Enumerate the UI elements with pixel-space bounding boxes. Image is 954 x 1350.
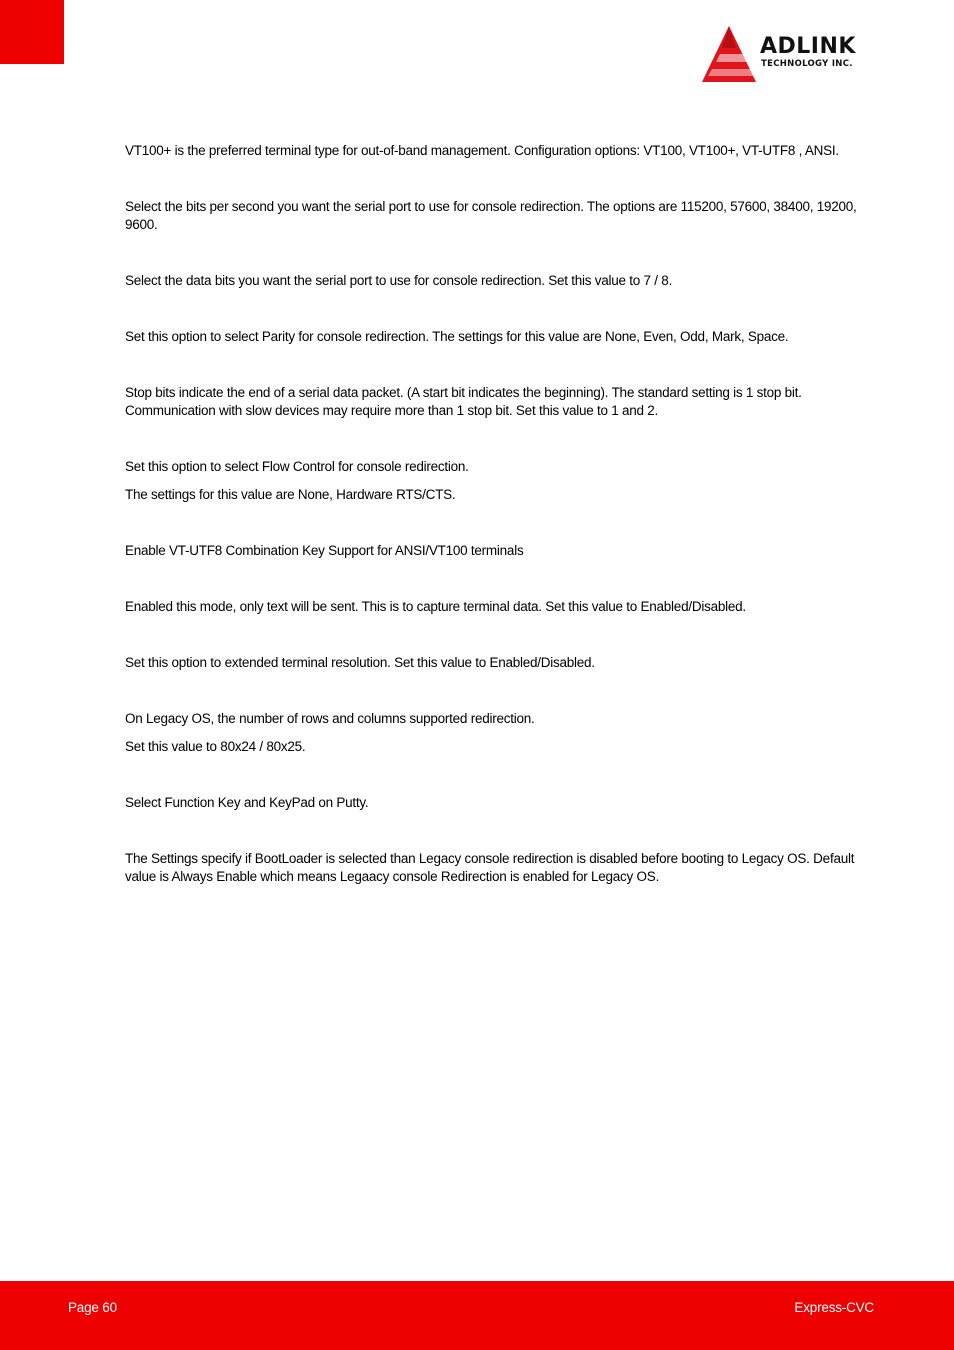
header-corner-block [0,0,64,64]
page-footer [0,1281,954,1350]
stop-bits-description: Stop bits indicate the end of a serial data packet. (A start bit indicates the beginning). The standard setting is 1 stop bit. Communication with slow devices may require more than 1 stop bit. Set this value to 1 and 2. [125,385,802,418]
logo-wordmark: ADLINK [760,34,856,59]
recorder-mode-description: Enabled this mode, only text will be sent. This is to capture terminal data. Set this value to Enabled/Disabled. [125,599,746,614]
vt-utf8-combo-key-description: Enable VT-UTF8 Combination Key Support for ANSI/VT100 terminals [125,543,524,558]
legacy-os-resolution-settings: Set this value to 80x24 / 80x25. [125,739,306,754]
adlink-logo-icon [700,24,758,86]
bits-per-second-description: Select the bits per second you want the serial port to use for console redirection. The options are 115200, 57600, 38400, 19200, 9600. [125,199,857,232]
parity-description: Set this option to select Parity for console redirection. The settings for this value are None, Even, Odd, Mark, Space. [125,329,789,344]
data-bits-description: Select the data bits you want the serial port to use for console redirection. Set this value to 7 / 8. [125,273,673,288]
redirection-after-post-description: The Settings specify if BootLoader is selected than Legacy console redirection is disabled before booting to Legacy OS. Default value is Always Enable which means Legaacy console Redirection is enabled for Legacy OS. [125,851,855,884]
putty-keypad-description: Select Function Key and KeyPad on Putty. [125,795,369,810]
flow-control-description: Set this option to select Flow Control for console redirection. [125,459,469,474]
resolution-description: Set this option to extended terminal resolution. Set this value to Enabled/Disabled. [125,655,595,670]
page-number: Page 60 [68,1300,117,1315]
flow-control-settings: The settings for this value are None, Hardware RTS/CTS. [125,487,456,502]
legacy-os-resolution-description: On Legacy OS, the number of rows and columns supported redirection. [125,711,535,726]
product-name: Express-CVC [794,1300,874,1315]
terminal-type-description: VT100+ is the preferred terminal type for out-of-band management. Configuration options: VT100, VT100+, VT-UTF8 , ANSI. [125,143,839,158]
adlink-logo [700,24,890,86]
logo-tagline: TECHNOLOGY INC. [761,59,853,69]
